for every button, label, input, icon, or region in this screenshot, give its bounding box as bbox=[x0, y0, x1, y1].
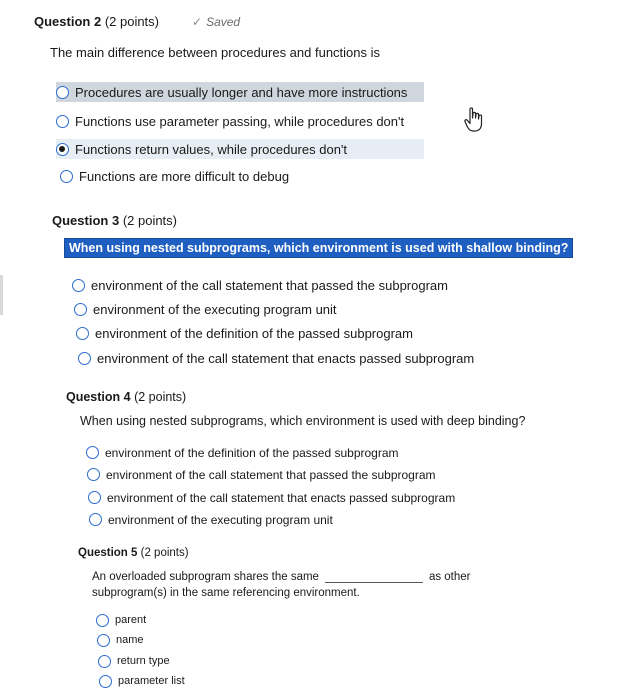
question-3-points: (2 points) bbox=[122, 213, 178, 228]
q5-option-2[interactable] bbox=[97, 632, 144, 648]
q3-option-label: environment of the executing program unit bbox=[93, 301, 337, 317]
question-5-prompt-start: An overloaded subprogram shares the same bbox=[92, 571, 319, 583]
question-5-prompt-end: as other bbox=[428, 571, 471, 583]
q4-option-2[interactable] bbox=[87, 466, 436, 483]
q4-radio-3[interactable] bbox=[88, 491, 101, 504]
question-5-prompt bbox=[92, 570, 471, 583]
q4-radio-2[interactable] bbox=[87, 468, 100, 481]
q2-option-label: Procedures are usually longer and have more instructions bbox=[75, 84, 408, 100]
q3-radio-1[interactable] bbox=[72, 279, 85, 292]
q4-option-1[interactable] bbox=[86, 444, 399, 461]
q3-option-label: environment of the call statement that passed the subprogram bbox=[91, 277, 448, 293]
q2-option-label: Functions use parameter passing, while procedures don't bbox=[75, 113, 405, 129]
q5-option-1[interactable] bbox=[96, 612, 146, 628]
q4-radio-4[interactable] bbox=[89, 513, 102, 526]
question-4-prompt: When using nested subprograms, which environment is used with deep binding? bbox=[80, 414, 526, 428]
q4-option-label: environment of the definition of the passed subprogram bbox=[105, 445, 399, 460]
q3-option-3[interactable] bbox=[76, 324, 413, 342]
q3-option-label: environment of the definition of the passed subprogram bbox=[95, 325, 413, 341]
question-3-title: Question 3 bbox=[52, 213, 120, 228]
q5-option-label: parent bbox=[115, 614, 147, 626]
q2-radio-2[interactable] bbox=[56, 115, 69, 128]
q2-option-1[interactable] bbox=[56, 82, 424, 102]
q5-option-label: name bbox=[116, 634, 144, 646]
question-3-header bbox=[52, 213, 177, 228]
question-5-title: Question 5 bbox=[78, 547, 138, 559]
question-2-title: Question 2 bbox=[34, 14, 102, 29]
q2-option-3[interactable] bbox=[56, 139, 424, 159]
q5-radio-2[interactable] bbox=[97, 634, 110, 647]
q5-option-label: parameter list bbox=[118, 675, 185, 687]
q5-radio-1[interactable] bbox=[96, 614, 109, 627]
q2-radio-3[interactable] bbox=[56, 143, 69, 156]
q5-option-4[interactable] bbox=[99, 673, 185, 689]
q2-option-2[interactable] bbox=[56, 111, 404, 131]
question-2-prompt: The main difference between procedures and functions is bbox=[50, 45, 381, 60]
q5-radio-4[interactable] bbox=[99, 675, 112, 688]
hand-pointer-icon bbox=[463, 107, 485, 133]
q3-option-4[interactable] bbox=[78, 349, 474, 367]
q3-option-label: environment of the call statement that enacts passed subprogram bbox=[97, 350, 475, 366]
question-2-points: (2 points) bbox=[104, 14, 160, 29]
q4-option-label: environment of the executing program unit bbox=[108, 512, 333, 527]
q4-option-4[interactable] bbox=[89, 511, 333, 528]
q3-radio-3[interactable] bbox=[76, 327, 89, 340]
q2-radio-4[interactable] bbox=[60, 170, 73, 183]
checkmark-icon: ✓ bbox=[192, 15, 203, 29]
q3-radio-2[interactable] bbox=[74, 303, 87, 316]
q5-option-label: return type bbox=[117, 655, 170, 667]
window-edge bbox=[0, 275, 3, 315]
q3-option-2[interactable] bbox=[74, 300, 337, 318]
question-4-title: Question 4 bbox=[66, 390, 131, 404]
question-4-points: (2 points) bbox=[134, 390, 187, 404]
question-5-points: (2 points) bbox=[140, 547, 189, 559]
saved-status bbox=[192, 15, 240, 29]
q4-option-label: environment of the call statement that passed the subprogram bbox=[106, 467, 436, 482]
question-4-header bbox=[66, 390, 186, 404]
saved-label: Saved bbox=[206, 15, 241, 29]
question-2-header bbox=[34, 14, 159, 29]
q4-option-label: environment of the call statement that enacts passed subprogram bbox=[107, 490, 456, 505]
q5-option-3[interactable] bbox=[98, 653, 170, 669]
q3-option-1[interactable] bbox=[72, 276, 448, 294]
q2-radio-1[interactable] bbox=[56, 86, 69, 99]
q2-option-4[interactable] bbox=[60, 166, 289, 186]
q3-radio-4[interactable] bbox=[78, 352, 91, 365]
q2-option-label: Functions are more difficult to debug bbox=[79, 168, 290, 184]
question-5-header bbox=[78, 547, 189, 559]
question-3-prompt: When using nested subprograms, which environment is used with shallow binding? bbox=[64, 238, 573, 258]
question-5-prompt-line2: subprogram(s) in the same referencing environment. bbox=[92, 587, 360, 599]
q5-radio-3[interactable] bbox=[98, 655, 111, 668]
q4-option-3[interactable] bbox=[88, 489, 455, 506]
q4-radio-1[interactable] bbox=[86, 446, 99, 459]
fill-in-blank bbox=[325, 570, 423, 583]
q2-option-label: Functions return values, while procedures don't bbox=[75, 141, 348, 157]
